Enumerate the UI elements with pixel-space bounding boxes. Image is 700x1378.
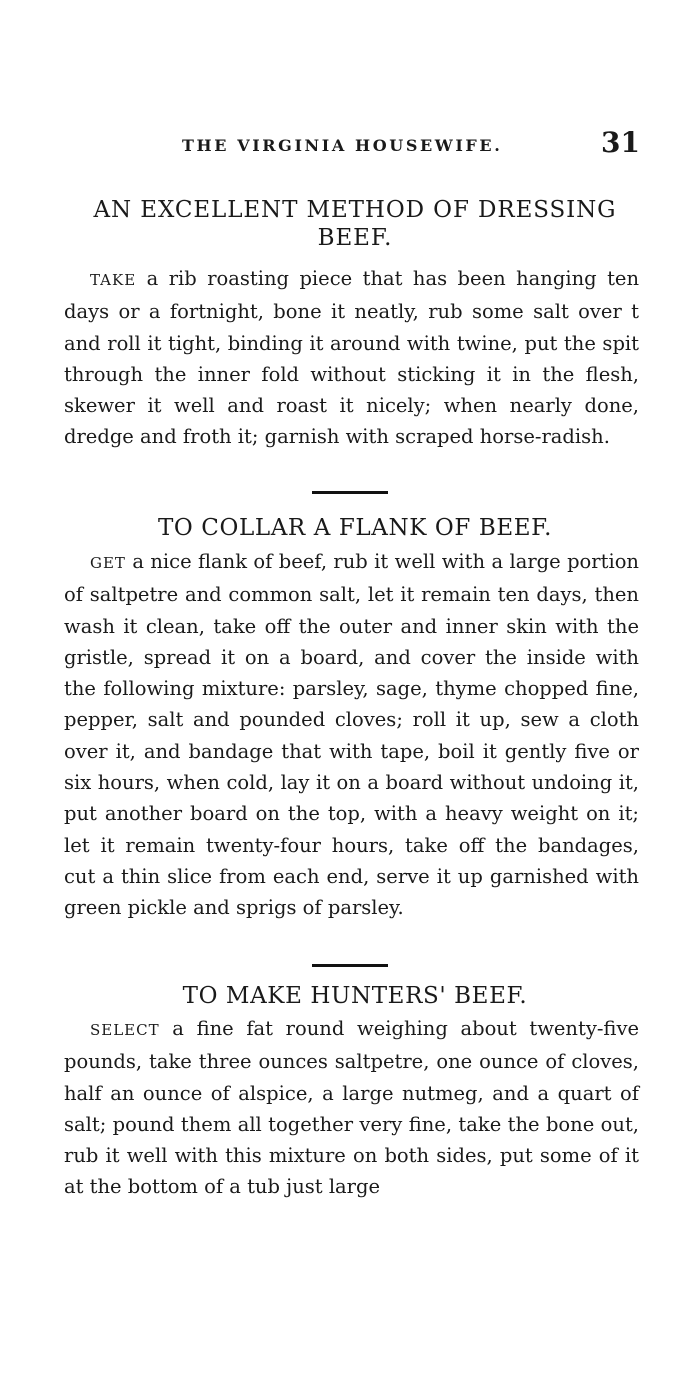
recipe-title: TO MAKE HUNTERS' BEEF. xyxy=(182,983,528,1009)
recipe-body: a rib roasting piece that has been hanging ten days or a fortnight, bone it neatly, rub some salt over t and roll it tight, binding it around with twine, put the spit through the inner fold without sticking it in the flesh, skewer it well and roast it nicely; when nearly done, dredge and froth it; garnish with scraped horse-radish. xyxy=(64,267,639,449)
recipe-lead-word: GET xyxy=(90,554,126,572)
running-head xyxy=(60,126,650,166)
recipe-lead-word: TAKE xyxy=(90,271,137,289)
recipe-text xyxy=(64,546,639,924)
running-title: THE VIRGINIA HOUSEWIFE. xyxy=(182,136,503,155)
page-number: 31 xyxy=(601,126,640,159)
recipe-body: a fine fat round weighing about twenty-five pounds, take three ounces saltpetre, one ounce of cloves, half an ounce of alspice, a large nutmeg, and a quart of salt; pound them all together very fine, take the bone out, rub it well with this mixture on both sides, put some of it at the bottom of a tub just large xyxy=(64,1017,639,1199)
recipe-text xyxy=(64,1013,639,1203)
recipe-title: TO COLLAR A FLANK OF BEEF. xyxy=(157,515,553,541)
recipe-text xyxy=(64,263,639,453)
section-divider xyxy=(312,491,388,494)
recipe-title: AN EXCELLENT METHOD OF DRESSING BEEF. xyxy=(93,197,617,251)
recipe-body: a nice flank of beef, rub it well with a large portion of saltpetre and common salt, let it remain ten days, then wash it clean, take off the outer and inner skin with the gristle, spread it on a board, and cover the inside with the following mixture: parsley, sage, thyme chopped fine, pepper, salt and pounded cloves; roll it up, sew a cloth over it, and bandage that with tape, boil it gently five or six hours, when cold, lay it on a board without undoing it, put another board on the top, with a heavy weight on it; let it remain twenty-four hours, take off the bandages, cut a thin slice from each end, serve it up garnished with green pickle and sprigs of parsley. xyxy=(64,550,639,920)
recipe-lead-word: SELECT xyxy=(90,1021,160,1039)
section-divider xyxy=(312,964,388,967)
